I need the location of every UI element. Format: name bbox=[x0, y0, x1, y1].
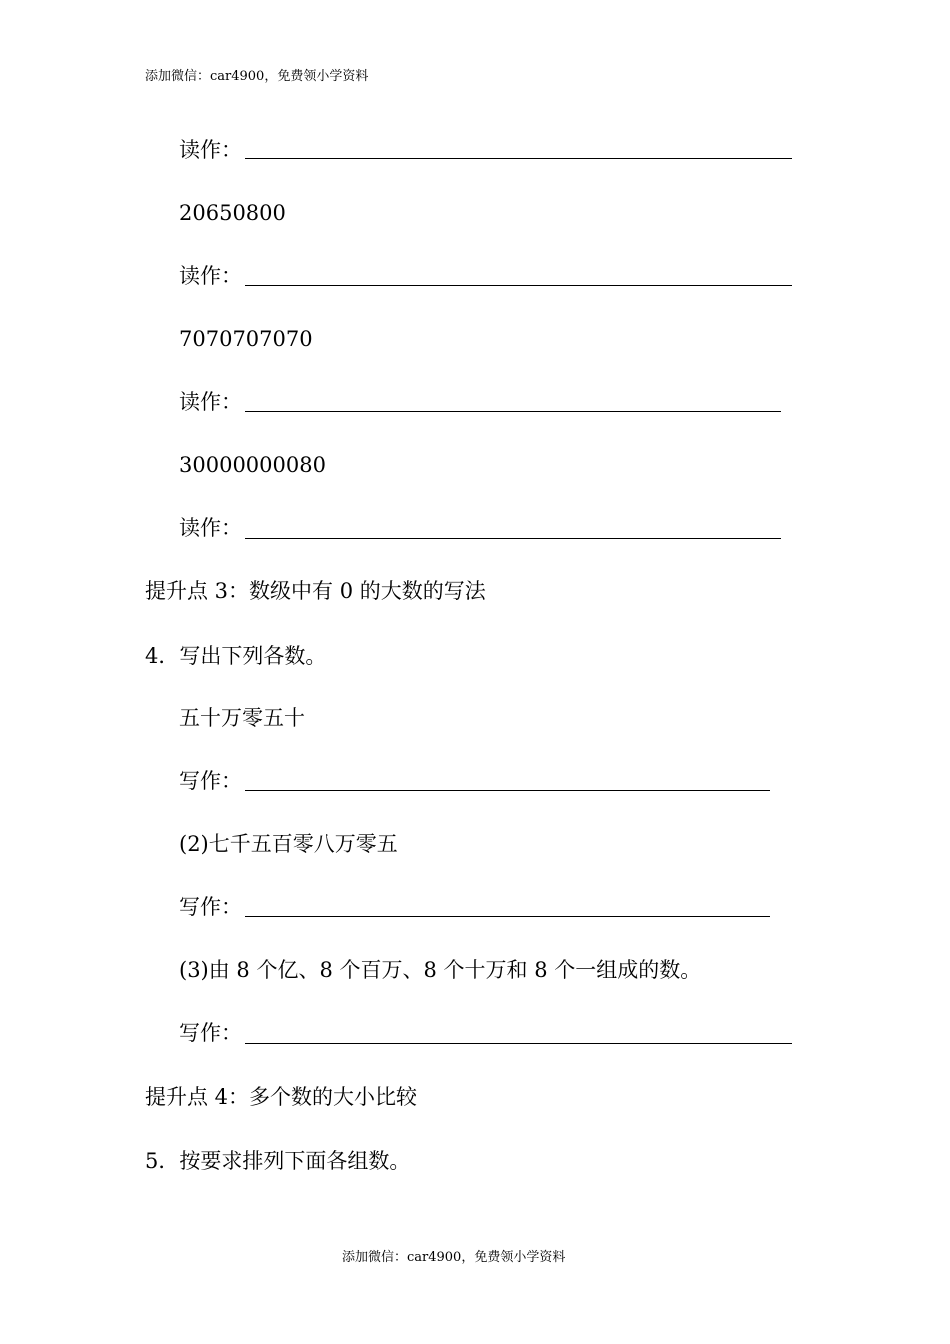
answer-blank[interactable] bbox=[245, 285, 792, 286]
question-prompt: 4．写出下列各数。 bbox=[145, 644, 327, 668]
answer-blank[interactable] bbox=[245, 411, 781, 412]
answer-blank[interactable] bbox=[245, 916, 770, 917]
question-item: 五十万零五十 bbox=[179, 706, 305, 730]
write-label: 写作： bbox=[179, 1021, 242, 1045]
question-item: (2)七千五百零八万零五 bbox=[179, 832, 398, 856]
number-item: 7070707070 bbox=[179, 327, 313, 351]
read-label: 读作： bbox=[179, 390, 242, 414]
question-item: (3)由 8 个亿、8 个百万、8 个十万和 8 个一组成的数。 bbox=[179, 958, 702, 982]
section-title: 提升点 3：数级中有 0 的大数的写法 bbox=[145, 579, 486, 603]
question-prompt: 5．按要求排列下面各组数。 bbox=[145, 1149, 411, 1173]
section-title: 提升点 4：多个数的大小比较 bbox=[145, 1085, 418, 1109]
number-item: 20650800 bbox=[179, 201, 286, 225]
answer-blank[interactable] bbox=[245, 1043, 792, 1044]
answer-blank[interactable] bbox=[245, 790, 770, 791]
write-label: 写作： bbox=[179, 769, 242, 793]
page-header-watermark: 添加微信：car4900，免费领小学资料 bbox=[145, 69, 369, 84]
answer-blank[interactable] bbox=[245, 538, 781, 539]
page-footer-watermark: 添加微信：car4900，免费领小学资料 bbox=[342, 1250, 566, 1265]
answer-blank[interactable] bbox=[245, 158, 792, 159]
read-label: 读作： bbox=[179, 138, 242, 162]
read-label: 读作： bbox=[179, 264, 242, 288]
read-label: 读作： bbox=[179, 516, 242, 540]
write-label: 写作： bbox=[179, 895, 242, 919]
number-item: 30000000080 bbox=[179, 453, 326, 477]
